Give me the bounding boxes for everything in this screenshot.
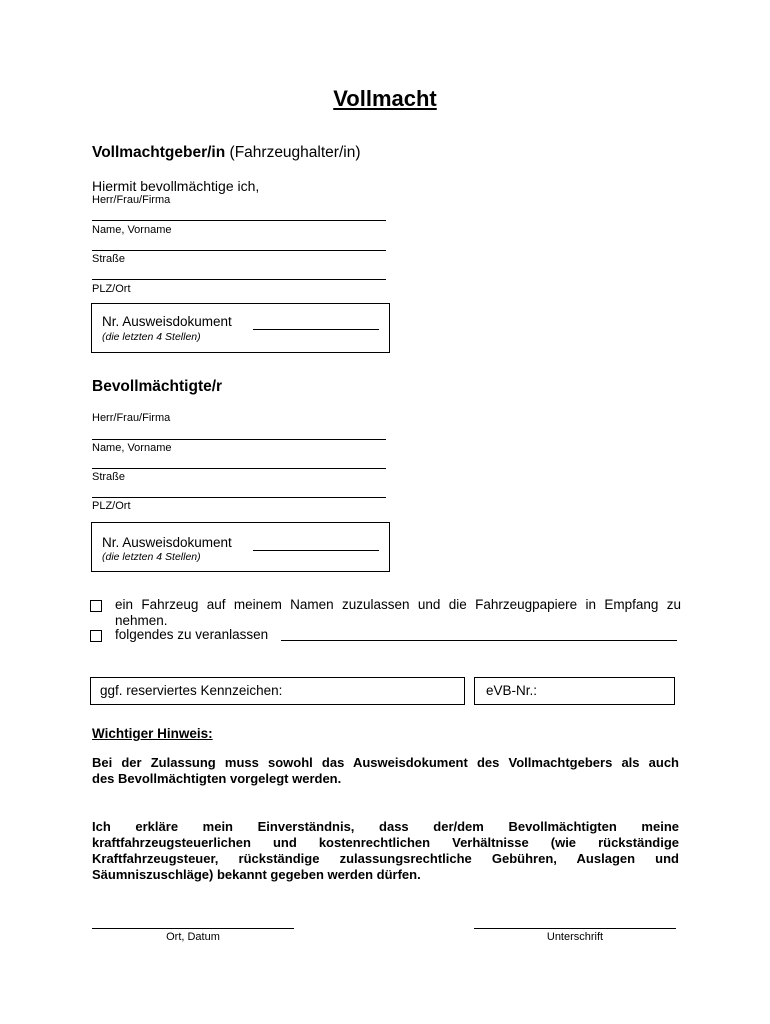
note-line1: Bei der Zulassung muss sowohl das Ausweisdokument des Vollmachtgebers als auch bbox=[92, 755, 679, 770]
page-title: Vollmacht bbox=[333, 86, 437, 111]
consent-line1: Ich erkläre mein Einverständnis, dass der/dem Bevollmächtigten meine bbox=[92, 819, 679, 834]
consent-text bbox=[92, 819, 679, 883]
agent-id-sub: (die letzten 4 Stellen) bbox=[102, 551, 201, 563]
agent-field-label-salutation: Herr/Frau/Firma bbox=[92, 412, 171, 424]
grantor-field-label-street: Straße bbox=[92, 253, 126, 265]
note-line2: des Bevollmächtigten vorgelegt werden. bbox=[92, 771, 342, 786]
signature-line[interactable] bbox=[474, 928, 676, 929]
option-register-text bbox=[115, 597, 681, 629]
agent-id-input-line[interactable] bbox=[253, 550, 379, 551]
grantor-field-line-salutation[interactable] bbox=[92, 220, 386, 221]
plate-label: ggf. reserviertes Kennzeichen: bbox=[100, 683, 283, 698]
grantor-heading-bold: Vollmachtgeber/in bbox=[92, 144, 226, 161]
agent-field-label-city: PLZ/Ort bbox=[92, 500, 131, 512]
grantor-intro: Hiermit bevollmächtige ich, bbox=[92, 178, 260, 194]
grantor-field-label-salutation: Herr/Frau/Firma bbox=[92, 194, 171, 206]
option-register-checkbox[interactable] bbox=[90, 600, 102, 612]
agent-field-line-street[interactable] bbox=[92, 497, 386, 498]
grantor-field-line-name[interactable] bbox=[92, 250, 386, 251]
option-other-text: folgendes zu veranlassen bbox=[115, 627, 269, 642]
option-other-input-line[interactable] bbox=[281, 640, 677, 641]
grantor-field-line-street[interactable] bbox=[92, 279, 386, 280]
note-heading: Wichtiger Hinweis: bbox=[92, 726, 213, 741]
consent-line3: Kraftfahrzeugsteuer, rückständige zulassungsrechtliche Gebühren, Auslagen und bbox=[92, 851, 679, 866]
option-register-line1: ein Fahrzeug auf meinem Namen zuzulassen und die Fahrzeugpapiere in Empfang zu bbox=[115, 597, 681, 612]
agent-field-label-name: Name, Vorname bbox=[92, 442, 172, 454]
agent-id-label: Nr. Ausweisdokument bbox=[102, 535, 232, 550]
grantor-field-label-name: Name, Vorname bbox=[92, 224, 172, 236]
grantor-heading bbox=[92, 144, 360, 162]
grantor-heading-normal: (Fahrzeughalter/in) bbox=[229, 144, 361, 161]
grantor-id-label: Nr. Ausweisdokument bbox=[102, 314, 232, 329]
consent-line2: kraftfahrzeugsteuerlichen und kostenrechtlichen Verhältnisse (wie rückständige bbox=[92, 835, 679, 850]
agent-field-label-street: Straße bbox=[92, 471, 126, 483]
agent-id-box bbox=[91, 522, 390, 572]
grantor-id-input-line[interactable] bbox=[253, 329, 379, 330]
grantor-id-box bbox=[91, 303, 390, 353]
note-text bbox=[92, 755, 679, 787]
evb-label: eVB-Nr.: bbox=[486, 683, 538, 698]
grantor-id-sub: (die letzten 4 Stellen) bbox=[102, 331, 201, 343]
signature-label: Unterschrift bbox=[546, 931, 604, 943]
place-date-line[interactable] bbox=[92, 928, 294, 929]
consent-line4: Säumniszuschläge) bekannt gegeben werden dürfen. bbox=[92, 867, 421, 882]
agent-field-line-name[interactable] bbox=[92, 468, 386, 469]
agent-field-line-salutation[interactable] bbox=[92, 439, 386, 440]
place-date-label: Ort, Datum bbox=[166, 931, 220, 943]
grantor-field-label-city: PLZ/Ort bbox=[92, 283, 131, 295]
option-other-checkbox[interactable] bbox=[90, 630, 102, 642]
agent-heading: Bevollmächtigte/r bbox=[92, 378, 223, 395]
evb-box[interactable] bbox=[474, 677, 675, 705]
option-register-line2: nehmen. bbox=[115, 613, 168, 628]
plate-box[interactable] bbox=[90, 677, 465, 705]
